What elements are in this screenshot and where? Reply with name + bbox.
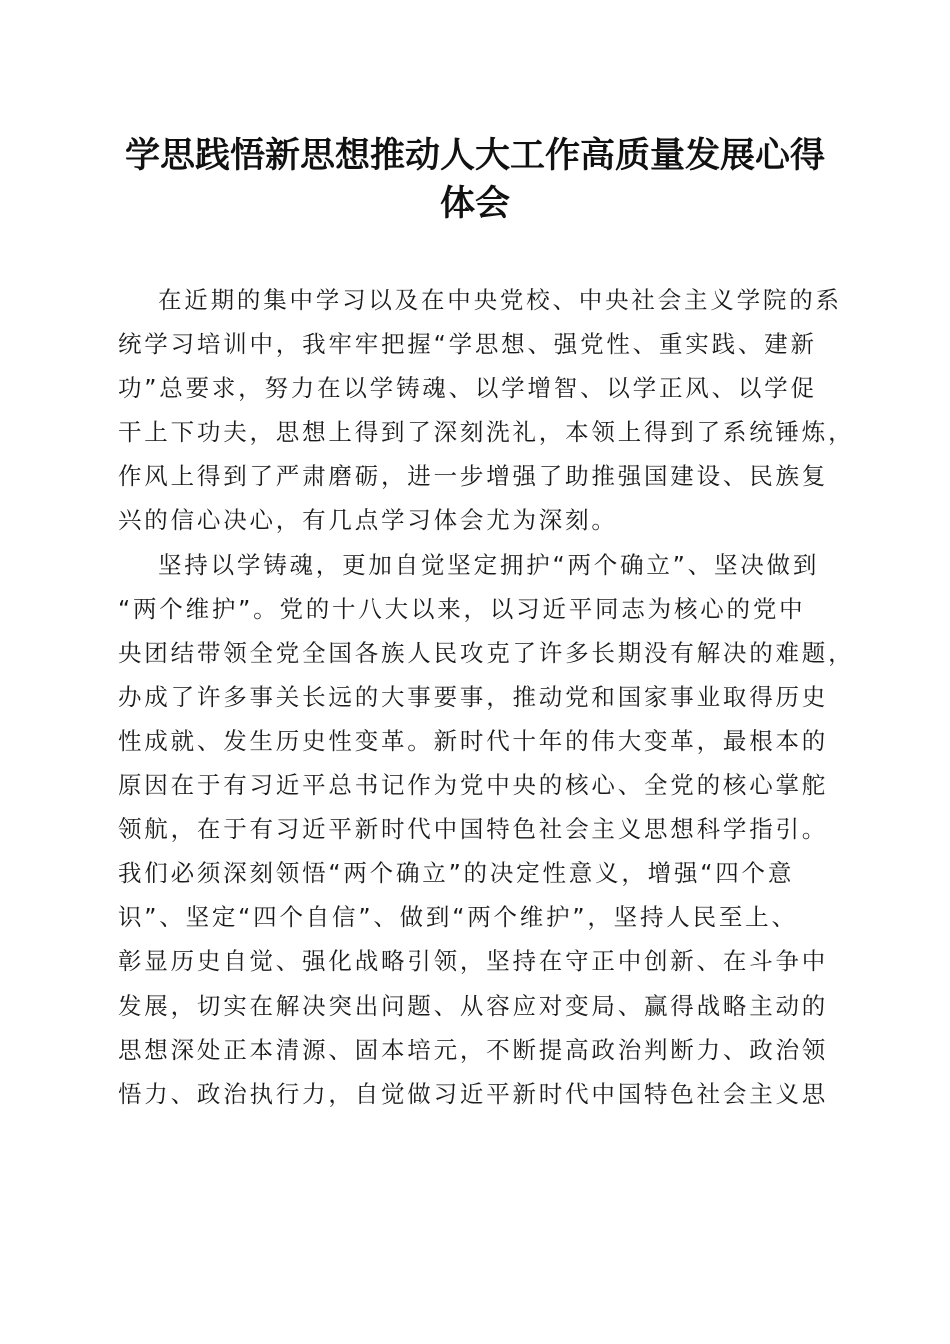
text-line: 坚持以学铸魂，更加自觉坚定拥护“两个确立”、坚决做到 (158, 550, 820, 579)
text-line: 原因在于有习近平总书记作为党中央的核心、全党的核心掌舵 (118, 771, 829, 800)
text-line: 彰显历史自觉、强化战略引领，坚持在守正中创新、在斗争中 (118, 947, 829, 976)
text-line: 领航，在于有习近平新时代中国特色社会主义思想科学指引。 (118, 815, 829, 844)
text-line: 干上下功夫，思想上得到了深刻洗礼，本领上得到了系统锤炼， (118, 418, 855, 447)
title-line: 体会 (439, 183, 510, 224)
text-line: 发展，切实在解决突出问题、从容应对变局、赢得战略主动的 (118, 991, 829, 1020)
document-title (100, 132, 850, 228)
paragraph-2 (118, 543, 855, 1116)
text-line: 思想深处正本清源、固本培元，不断提高政治判断力、政治领 (118, 1035, 829, 1064)
text-line: 在近期的集中学习以及在中央党校、中央社会主义学院的系 (158, 286, 842, 314)
text-line: 统学习培训中，我牢牢把握“学思想、强党性、重实践、建新 (118, 330, 817, 359)
text-line: “两个维护”。党的十八大以来，以习近平同志为核心的党中 (118, 594, 806, 623)
text-line: 悟力、政治执行力，自觉做习近平新时代中国特色社会主义思 (118, 1079, 829, 1108)
text-line: 央团结带领全党全国各族人民攻克了许多长期没有解决的难题， (118, 638, 855, 667)
text-line: 功”总要求，努力在以学铸魂、以学增智、以学正风、以学促 (118, 374, 817, 403)
paragraph-1 (118, 278, 855, 543)
text-line: 作风上得到了严肃磨砺，进一步增强了助推强国建设、民族复 (118, 462, 829, 491)
text-line: 兴的信心决心，有几点学习体会尤为深刻。 (118, 506, 618, 535)
title-line: 学思践悟新思想推动人大工作高质量发展心得 (124, 135, 825, 176)
text-line: 性成就、发生历史性变革。新时代十年的伟大变革，最根本的 (118, 726, 829, 755)
text-line: 办成了许多事关长远的大事要事，推动党和国家事业取得历史 (118, 682, 829, 711)
text-line: 我们必须深刻领悟“两个确立”的决定性意义，增强“四个意 (118, 859, 795, 888)
document-body (118, 278, 855, 1116)
text-line: 识”、坚定“四个自信”、做到“两个维护”，坚持人民至上、 (118, 903, 798, 932)
